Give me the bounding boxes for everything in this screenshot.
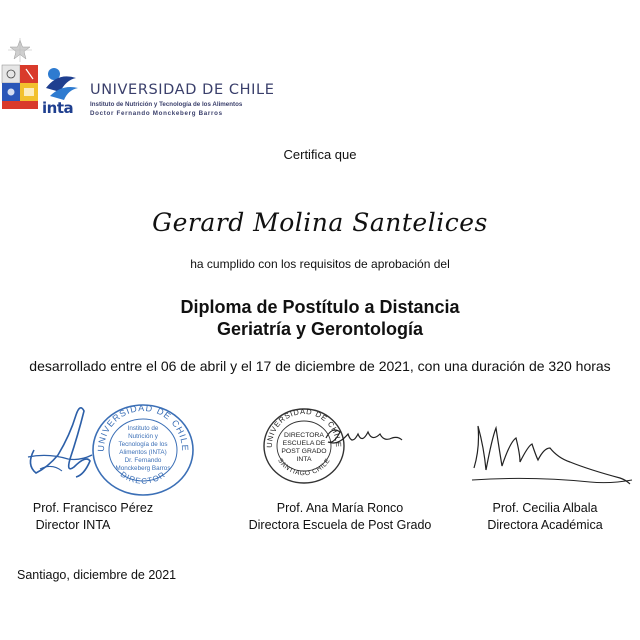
program-period: desarrollado entre el 06 de abril y el 17 de diciembre de 2021, con una duración de 320 horas: [29, 358, 611, 374]
place-and-date: Santiago, diciembre de 2021: [17, 568, 177, 582]
seal-left-line: Monckeberg Barros: [115, 465, 171, 472]
diploma-title: Diploma de Postítulo a Distancia: [180, 297, 460, 317]
institute-name: Instituto de Nutrición y Tecnología de los Alimentos: [90, 101, 243, 108]
inta-logo-text: inta: [42, 99, 74, 117]
completion-statement: ha cumplido con los requisitos de aprobación del: [190, 257, 450, 271]
diploma-subject: Geriatría y Gerontología: [216, 319, 424, 339]
inta-logo: [42, 66, 82, 102]
seal-left-line: Nutrición y: [128, 433, 158, 440]
signatory-role: Directora Académica: [487, 518, 603, 532]
seal-left-line: Alimentos (INTA): [119, 449, 167, 456]
signatory-name: Prof. Francisco Pérez: [32, 501, 154, 515]
seal-middle-line: DIRECTORA: [284, 432, 324, 439]
university-name: UNIVERSIDAD DE CHILE: [90, 82, 275, 98]
certifies-intro: Certifica que: [283, 147, 357, 162]
seal-middle-line: ESCUELA DE: [282, 440, 326, 447]
university-crest-logo: [0, 38, 44, 122]
seal-left-line: Instituto de: [127, 425, 159, 432]
signatory-name: Prof. Ana María Ronco: [276, 501, 404, 515]
signatory-role: Director INTA: [35, 518, 111, 532]
seal-left-line: Tecnología de los: [118, 441, 168, 448]
svg-text:DIRECTOR: [119, 470, 167, 486]
signatory-role: Directora Escuela de Post Grado: [248, 518, 432, 532]
seal-middle-ring-top: UNIVERSIDAD DE CHILE: [264, 406, 344, 448]
seal-left-ring-bottom: DIRECTOR: [118, 469, 168, 486]
seal-middle-line: INTA: [296, 456, 312, 463]
signature-director-postgraduate: [318, 420, 408, 454]
seal-middle-line: POST GRADO: [281, 448, 327, 455]
seal-left-line: Dr. Fernando: [124, 457, 162, 464]
signatory-name: Prof. Cecilia Albala: [492, 501, 598, 515]
seal-middle-ring-bottom: SANTIAGO CHILE: [276, 457, 332, 478]
seal-left-ring-top: UNIVERSIDAD DE CHILE: [95, 402, 191, 452]
institute-doctor-name: Doctor Fernando Monckeberg Barros: [90, 110, 223, 117]
recipient-name: Gerard Molina Santelices: [152, 208, 488, 237]
signature-director-inta: [18, 395, 100, 485]
seal-inta-director: [90, 402, 196, 498]
signature-academic-director: [470, 418, 634, 490]
